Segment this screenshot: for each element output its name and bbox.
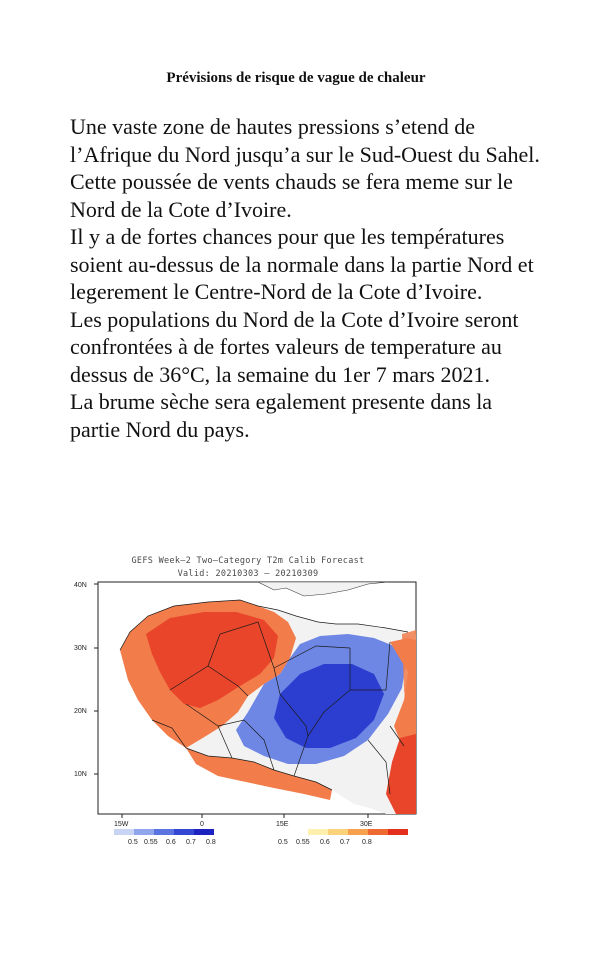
forecast-map (68, 550, 428, 850)
legend-above-swatch-1 (308, 829, 328, 835)
legend-below-tick-2: 0.55 (144, 839, 158, 846)
legend-above-normal (278, 829, 408, 846)
legend-above-tick-3: 0.6 (320, 839, 330, 846)
legend-below-swatch-5 (194, 829, 214, 835)
latitude-axis (74, 582, 98, 778)
legend-below-swatch-1 (114, 829, 134, 835)
legend-below-swatch-3 (154, 829, 174, 835)
lon-label-30e: 30E (360, 821, 373, 828)
legend-above-tick-4: 0.7 (340, 839, 350, 846)
lat-label-30n: 30N (74, 645, 87, 652)
legend-below-tick-5: 0.8 (206, 839, 216, 846)
map-title: GEFS Week–2 Two–Category T2m Calib Forecast (131, 556, 365, 566)
legend-below-tick-4: 0.7 (186, 839, 196, 846)
legend-below-tick-1: 0.5 (128, 839, 138, 846)
paragraph-temperature-values: Les populations du Nord de la Cote d’Ivoire seront confrontées à de fortes valeurs de temperature au dessus de 36°C, la semaine du 1er 7 mars 2021. (70, 306, 519, 387)
legend-above-tick-1: 0.5 (278, 839, 288, 846)
paragraph-above-normal: Il y a de fortes chances pour que les températures soient au-dessus de la normale dans la partie Nord et legerement le Centre-Nord de la Cote d’Ivoire. (70, 224, 534, 304)
lon-label-15w: 15W (114, 821, 129, 828)
legend-below-swatch-4 (174, 829, 194, 835)
paragraph-hot-winds: Cette poussée de vents chauds se fera meme sur le Nord de la Cote d’Ivoire. (70, 169, 513, 222)
lon-label-15e: 15E (276, 821, 289, 828)
legend-above-swatch-2 (328, 829, 348, 835)
lat-label-40n: 40N (74, 582, 87, 589)
lat-label-20n: 20N (74, 708, 87, 715)
paragraph-high-pressure: Une vaste zone de hautes pressions s’etend de l’Afrique du Nord jusqu’a sur le Sud-Ouest du Sahel. (70, 114, 540, 167)
longitude-axis (114, 814, 373, 828)
legend-below-swatch-2 (134, 829, 154, 835)
legend-above-swatch-4 (368, 829, 388, 835)
paragraph-dry-haze: La brume sèche sera egalement presente dans la partie Nord du pays. (70, 389, 493, 442)
legend-above-swatch-5 (388, 829, 408, 835)
legend-above-tick-2: 0.55 (296, 839, 310, 846)
legend-below-tick-3: 0.6 (166, 839, 176, 846)
legend-above-tick-5: 0.8 (362, 839, 372, 846)
legend-below-normal (114, 829, 216, 846)
lat-label-10n: 10N (74, 771, 87, 778)
document-title: Prévisions de risque de vague de chaleur (166, 70, 426, 86)
legend-above-swatch-3 (348, 829, 368, 835)
document-body (70, 113, 540, 443)
forecast-map-figure (68, 550, 428, 850)
lon-label-0: 0 (200, 821, 204, 828)
map-valid-dates: Valid: 20210303 – 20210309 (177, 569, 319, 579)
